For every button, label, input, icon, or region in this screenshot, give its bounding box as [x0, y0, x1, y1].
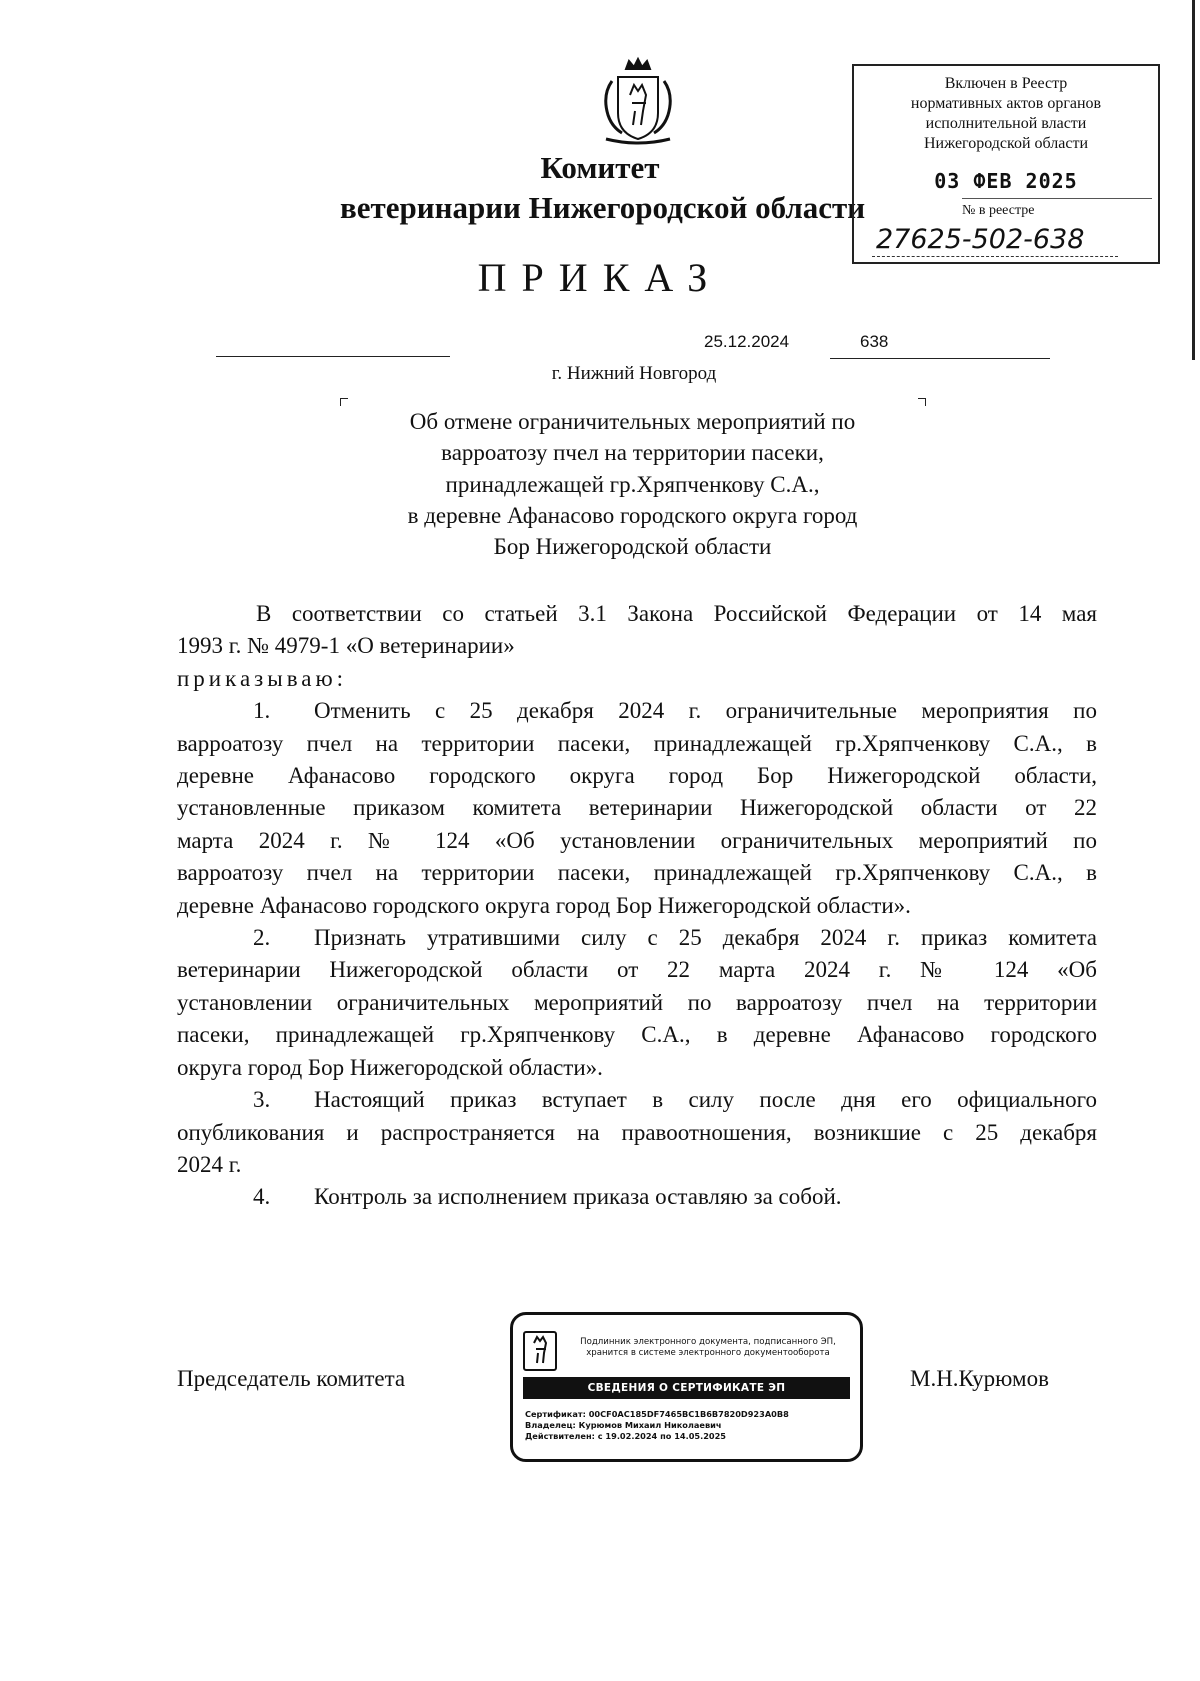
- document-number: 638: [860, 332, 889, 351]
- list-item-first-line: [177, 1084, 1097, 1116]
- list-item-line: пасеки, принадлежащей гр.Хряпченкову С.А., в деревне Афанасово городского: [177, 1022, 1097, 1048]
- list-item-number: 2.: [253, 925, 271, 951]
- list-item-line: установленные приказом комитета ветеринарии Нижегородской области от 22: [177, 795, 1097, 821]
- registry-stamp-line: исполнительной власти: [925, 115, 1087, 132]
- list-item-first-line: [177, 1181, 1097, 1213]
- preamble-line: 1993 г. № 4979-1 «О ветеринарии»: [177, 633, 515, 659]
- organization-name-line2: ветеринарии Нижегородской области: [340, 190, 866, 225]
- list-item-line: установлении ограничительных мероприятий по варроатозу пчел на территории: [177, 989, 1097, 1015]
- city: г. Нижний Новгород: [551, 363, 717, 384]
- list-item-line: опубликования и распространяется на правоотношения, возникшие с 25 декабря: [177, 1119, 1097, 1145]
- es-certificate: Сертификат: 00CF0AC185DF7465BC1B6B7820D923A0B8: [525, 1409, 789, 1419]
- scan-edge-mark: [1192, 0, 1195, 360]
- es-owner: Владелец: Курюмов Михаил Николаевич: [525, 1420, 722, 1430]
- es-stamp-header-line: хранится в системе электронного документооборота: [586, 1348, 830, 1358]
- list-item-number: 1.: [253, 698, 271, 724]
- title-corner-right: [918, 398, 926, 406]
- list-item-line: ветеринарии Нижегородской области от 22 марта 2024 г. № 124 «Об: [177, 957, 1097, 983]
- document-title: [340, 406, 925, 562]
- registry-divider: [962, 198, 1152, 199]
- preamble-line: В соответствии со статьей 3.1 Закона Российской Федерации от 14 мая: [256, 601, 1097, 626]
- list-item-text: Признать утратившими силу с 25 декабря 2024 г. приказ комитета: [314, 925, 1097, 951]
- signer-name: М.Н.Курюмов: [910, 1366, 1049, 1391]
- organization-name-line1: Комитет: [540, 150, 660, 185]
- document-date: 25.12.2024: [704, 332, 790, 351]
- list-item-line: округа город Бор Нижегородской области».: [177, 1054, 603, 1080]
- registry-stamp-line: Нижегородской области: [923, 135, 1088, 152]
- list-item-line: варроатозу пчел на территории пасеки, принадлежащей гр.Хряпченкову С.А., в: [177, 860, 1097, 886]
- registry-number: 27625-502-638: [876, 224, 1085, 255]
- es-stamp-header-line: Подлинник электронного документа, подписанного ЭП,: [580, 1337, 836, 1347]
- list-item-first-line: [177, 922, 1097, 954]
- coat-of-arms-icon: [596, 55, 680, 145]
- document-type: ПРИКАЗ: [477, 255, 723, 300]
- registry-number-label: № в реестре: [962, 203, 1035, 218]
- registry-stamp: [852, 64, 1160, 264]
- deer-emblem-icon: [523, 1331, 557, 1371]
- list-item-text: Контроль за исполнением приказа оставляю за собой.: [314, 1184, 842, 1210]
- list-item-first-line: [177, 695, 1097, 727]
- list-item-line: варроатозу пчел на территории пасеки, принадлежащей гр.Хряпченкову С.А., в: [177, 730, 1097, 756]
- number-underline: [830, 358, 1050, 359]
- title-line: Об отмене ограничительных мероприятий по: [409, 409, 856, 434]
- list-item-line: деревне Афанасово городского округа город Бор Нижегородской области».: [177, 892, 911, 918]
- es-validity: Действителен: с 19.02.2024 по 14.05.2025: [525, 1431, 727, 1441]
- list-item-number: 4.: [253, 1184, 271, 1210]
- registry-number-underline: [872, 256, 1118, 257]
- order-word: приказываю:: [177, 665, 348, 691]
- title-line: принадлежащей гр.Хряпченкову С.А.,: [445, 471, 820, 497]
- es-stamp-header: [563, 1337, 853, 1359]
- list-item-line: марта 2024 г. № 124 «Об установлении ограничительных мероприятий по: [177, 827, 1097, 853]
- list-item-line: деревне Афанасово городского округа город Бор Нижегородской области,: [177, 763, 1097, 789]
- es-stamp-details: [525, 1409, 789, 1442]
- document-body: [177, 598, 1097, 1214]
- registry-date: 03 ФЕВ 2025: [934, 169, 1078, 193]
- registry-stamp-line: Включен в Реестр: [944, 75, 1068, 92]
- list-item-number: 3.: [253, 1087, 271, 1113]
- title-line: варроатозу пчел на территории пасеки,: [441, 440, 824, 466]
- list-item-text: Настоящий приказ вступает в силу после дня его официального: [314, 1087, 1097, 1113]
- title-line: Бор Нижегородской области: [493, 534, 772, 560]
- list-item-line: 2024 г.: [177, 1151, 242, 1177]
- date-underline: [216, 356, 450, 357]
- registry-stamp-line: нормативных актов органов: [910, 95, 1102, 112]
- signer-position: Председатель комитета: [177, 1366, 406, 1391]
- es-stamp-title-bar: СВЕДЕНИЯ О СЕРТИФИКАТЕ ЭП: [523, 1377, 850, 1399]
- title-corner-left: [340, 398, 348, 406]
- electronic-signature-stamp: [510, 1312, 863, 1462]
- list-item-text: Отменить с 25 декабря 2024 г. ограничительные мероприятия по: [314, 698, 1097, 724]
- title-line: в деревне Афанасово городского округа город: [407, 502, 858, 528]
